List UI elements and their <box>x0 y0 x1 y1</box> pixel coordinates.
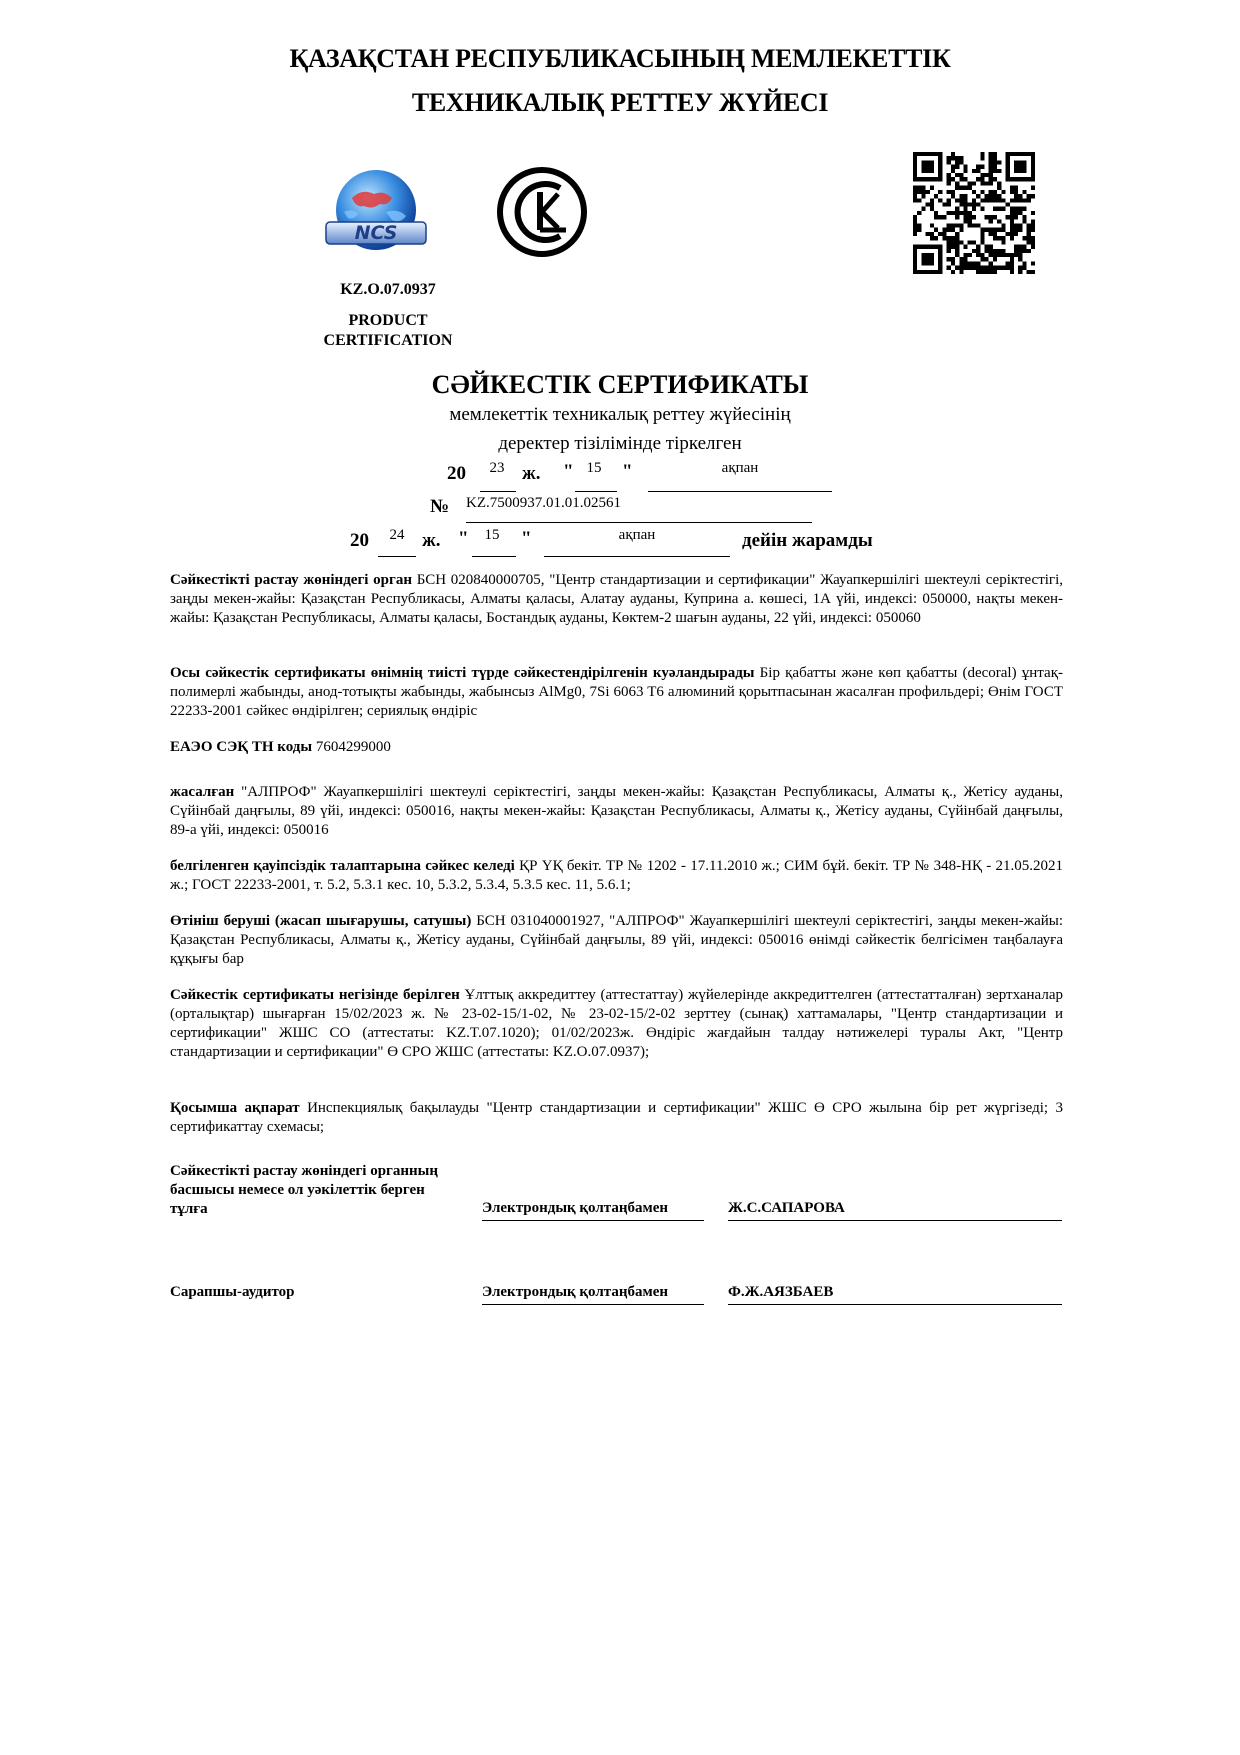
ncs-globe-logo <box>322 168 430 258</box>
certificate-number-underline <box>466 522 812 523</box>
section-label: Өтініш беруші (жасап шығарушы, сатушы) <box>170 913 472 929</box>
conformity-mark-icon <box>496 166 588 258</box>
valid-month: ақпан <box>618 527 656 543</box>
registered-year: 23 <box>489 460 505 476</box>
section-text: ҚР ҮҚ бекіт. ТР № 1202 - 17.11.2010 ж.; СИМ бұй. бекіт. ТР № 348-НҚ - 21.05.2021 ж.; ГОСТ 22233-2001, т. 5.2, 5.3.1 кес. 10, 5.3.2, 5.3.4, 5.3.5 кес. 11, 5.6.1; <box>170 858 1063 893</box>
certificate-subtitle-1: мемлекеттік техникалық реттеу жүйесінің <box>449 404 791 425</box>
registered-year-suffix: ж. <box>522 463 541 484</box>
section-text: "АЛПРОФ" Жауапкершілігі шектеулі серіктестігі, заңды мекен-жайы: Қазақстан Республикасы, Алматы қ., Жетісу ауданы, Сүйінбай даңғылы, 89 үйі, индексі: 050016, нақты мекен-жайы: Қазақстан Республикасы, Алматы қ., Жетісу ауданы, Сүйінбай даңғылы, 89-а үйі, индексі: 050016 <box>170 784 1063 838</box>
section-label: белгіленген қауіпсіздік талаптарына сәйкес келеді <box>170 858 515 874</box>
certificate-subtitle-2: деректер тізілімінде тіркелген <box>498 433 742 454</box>
kz-conformity-mark-logo <box>496 166 588 258</box>
valid-year-suffix: ж. <box>422 530 441 551</box>
head-signature-label <box>170 1162 438 1219</box>
section-text: Ұлттық аккредиттеу (аттестаттау) жүйелерінде аккредиттелген (аттестатталған) зертханалар (орталықтар) шығарған 15/02/2023 ж. № 23-02-15/1-02, № 23-02-15/2-02 зерттеу (сынақ) хаттамалары, "Центр стандартизации и сертификации" ЖШС СО (аттестаты: KZ.T.07.1020); 01/02/2023ж. Өндіріс жағдайын талдау нәтижелері туралы Акт, "Центр стандартизации и сертификации" Ө СРО ЖШС (аттестаты: KZ.O.07.0937); <box>170 987 1063 1060</box>
section-text: 7604299000 <box>312 739 391 755</box>
valid-day: 15 <box>484 527 500 543</box>
section-product <box>170 664 1063 721</box>
organization-code: KZ.O.07.0937 <box>340 281 436 298</box>
registered-quote-open: " <box>563 461 574 482</box>
section-applicant <box>170 912 1063 969</box>
registered-quote-close: " <box>622 461 633 482</box>
valid-quote-close: " <box>521 528 532 549</box>
header-line-1: ҚАЗАҚСТАН РЕСПУБЛИКАСЫНЫҢ МЕМЛЕКЕТТІК <box>289 44 951 73</box>
head-signature-name-text: Ж.С.САПАРОВА <box>728 1200 845 1216</box>
valid-until-label: дейін жарамды <box>742 530 873 551</box>
valid-day-underline <box>472 556 516 557</box>
section-additional-info <box>170 1099 1063 1137</box>
number-sign: № <box>430 496 450 517</box>
organization-caption-line-2: CERTIFICATION <box>323 332 453 349</box>
valid-century: 20 <box>350 530 369 551</box>
globe-icon <box>322 168 430 258</box>
valid-quote-open: " <box>458 528 469 549</box>
svg-text:NCS: NCS <box>354 222 398 244</box>
auditor-signature-label: Сарапшы-аудитор <box>170 1284 295 1300</box>
registered-year-underline <box>480 491 516 492</box>
section-manufacturer <box>170 783 1063 840</box>
section-text: Инспекциялық бақылауды "Центр стандартизации и сертификации" ЖШС Ө СРО жылына бір рет жүргізеді; 3 сертификаттау схемасы; <box>170 1100 1063 1135</box>
valid-year: 24 <box>389 527 405 543</box>
section-text: БСН 020840000705, "Центр стандартизации и сертификации" Жауапкершілігі шектеулі серіктестігі, заңды мекен-жайы: Қазақстан Республикасы, Алматы қаласы, Алатау ауданы, Куприна а. көшесі, 1А үйі, индексі: 050000, нақты мекен-жайы: Қазақстан Республикасы, Алматы қаласы, Бостандық ауданы, Көктем-2 шағын ауданы, 22 үйі, индексі: 050060 <box>170 572 1063 626</box>
head-label-line-1: Сәйкестікті растау жөніндегі органның <box>170 1163 439 1179</box>
auditor-signature-method-text: Электрондық қолтаңбамен <box>482 1284 668 1300</box>
valid-month-underline <box>544 556 730 557</box>
section-certification-body <box>170 571 1063 628</box>
head-signature-method-text: Электрондық қолтаңбамен <box>482 1200 668 1216</box>
auditor-signature-method <box>482 1284 704 1305</box>
valid-year-underline <box>378 556 416 557</box>
organization-caption-line-1: PRODUCT <box>348 312 428 329</box>
section-text: БСН 031040001927, "АЛПРОФ" Жауапкершілігі шектеулі серіктестігі, заңды мекен-жайы: Қазақстан Республикасы, Алматы қ., Жетісу ауданы, Сүйінбай даңғылы, 89 үйі, индексі: 050016 өнімді сәйкестік белгісімен таңбалауға құқығы бар <box>170 913 1064 967</box>
qr-code-icon <box>913 152 1035 274</box>
section-text: Бір қабатты және көп қабатты (decoral) ұнтақ-полимерлі жабынды, анод-тотықты жабынды, жабынсыз AlMg0, 7Si 6063 T6 алюминий қорытпасынан жасалған профильдері; Өнім ГОСТ 22233-2001 сәйкес өндірілген; сериялық өндіріс <box>170 665 1063 719</box>
auditor-signature-name-text: Ф.Ж.АЯЗБАЕВ <box>728 1284 834 1300</box>
section-label: жасалған <box>170 784 235 800</box>
registered-day-underline <box>575 491 617 492</box>
section-label: Қосымша ақпарат <box>170 1100 300 1116</box>
head-signature-name <box>728 1200 1062 1221</box>
head-label-line-2: басшысы немесе ол уәкілеттік берген <box>170 1182 425 1198</box>
organization-caption <box>300 311 476 351</box>
certificate-title: СӘЙКЕСТІК СЕРТИФИКАТЫ <box>431 370 809 399</box>
certificate-number: KZ.7500937.01.01.02561 <box>466 495 621 511</box>
section-safety-requirements <box>170 857 1063 895</box>
section-tn-code <box>170 738 1063 757</box>
section-label: Сәйкестік сертификаты негізінде берілген <box>170 987 460 1003</box>
section-label: Сәйкестікті растау жөніндегі орган <box>170 572 412 588</box>
section-label: Осы сәйкестік сертификаты өнімнің тиісті түрде сәйкестендірілгенін куәландырады <box>170 665 755 681</box>
qr-code <box>913 152 1035 274</box>
registered-month: ақпан <box>721 460 759 476</box>
head-label-line-3: тұлға <box>170 1201 208 1217</box>
registered-century: 20 <box>447 463 466 484</box>
section-basis <box>170 986 1063 1062</box>
registered-day: 15 <box>586 460 602 476</box>
section-label: ЕАЭО СЭҚ ТН коды <box>170 739 313 755</box>
header-line-2: ТЕХНИКАЛЫҚ РЕТТЕУ ЖҮЙЕСІ <box>411 88 829 117</box>
auditor-signature-name <box>728 1284 1062 1305</box>
registered-month-underline <box>648 491 832 492</box>
head-signature-method <box>482 1200 704 1221</box>
